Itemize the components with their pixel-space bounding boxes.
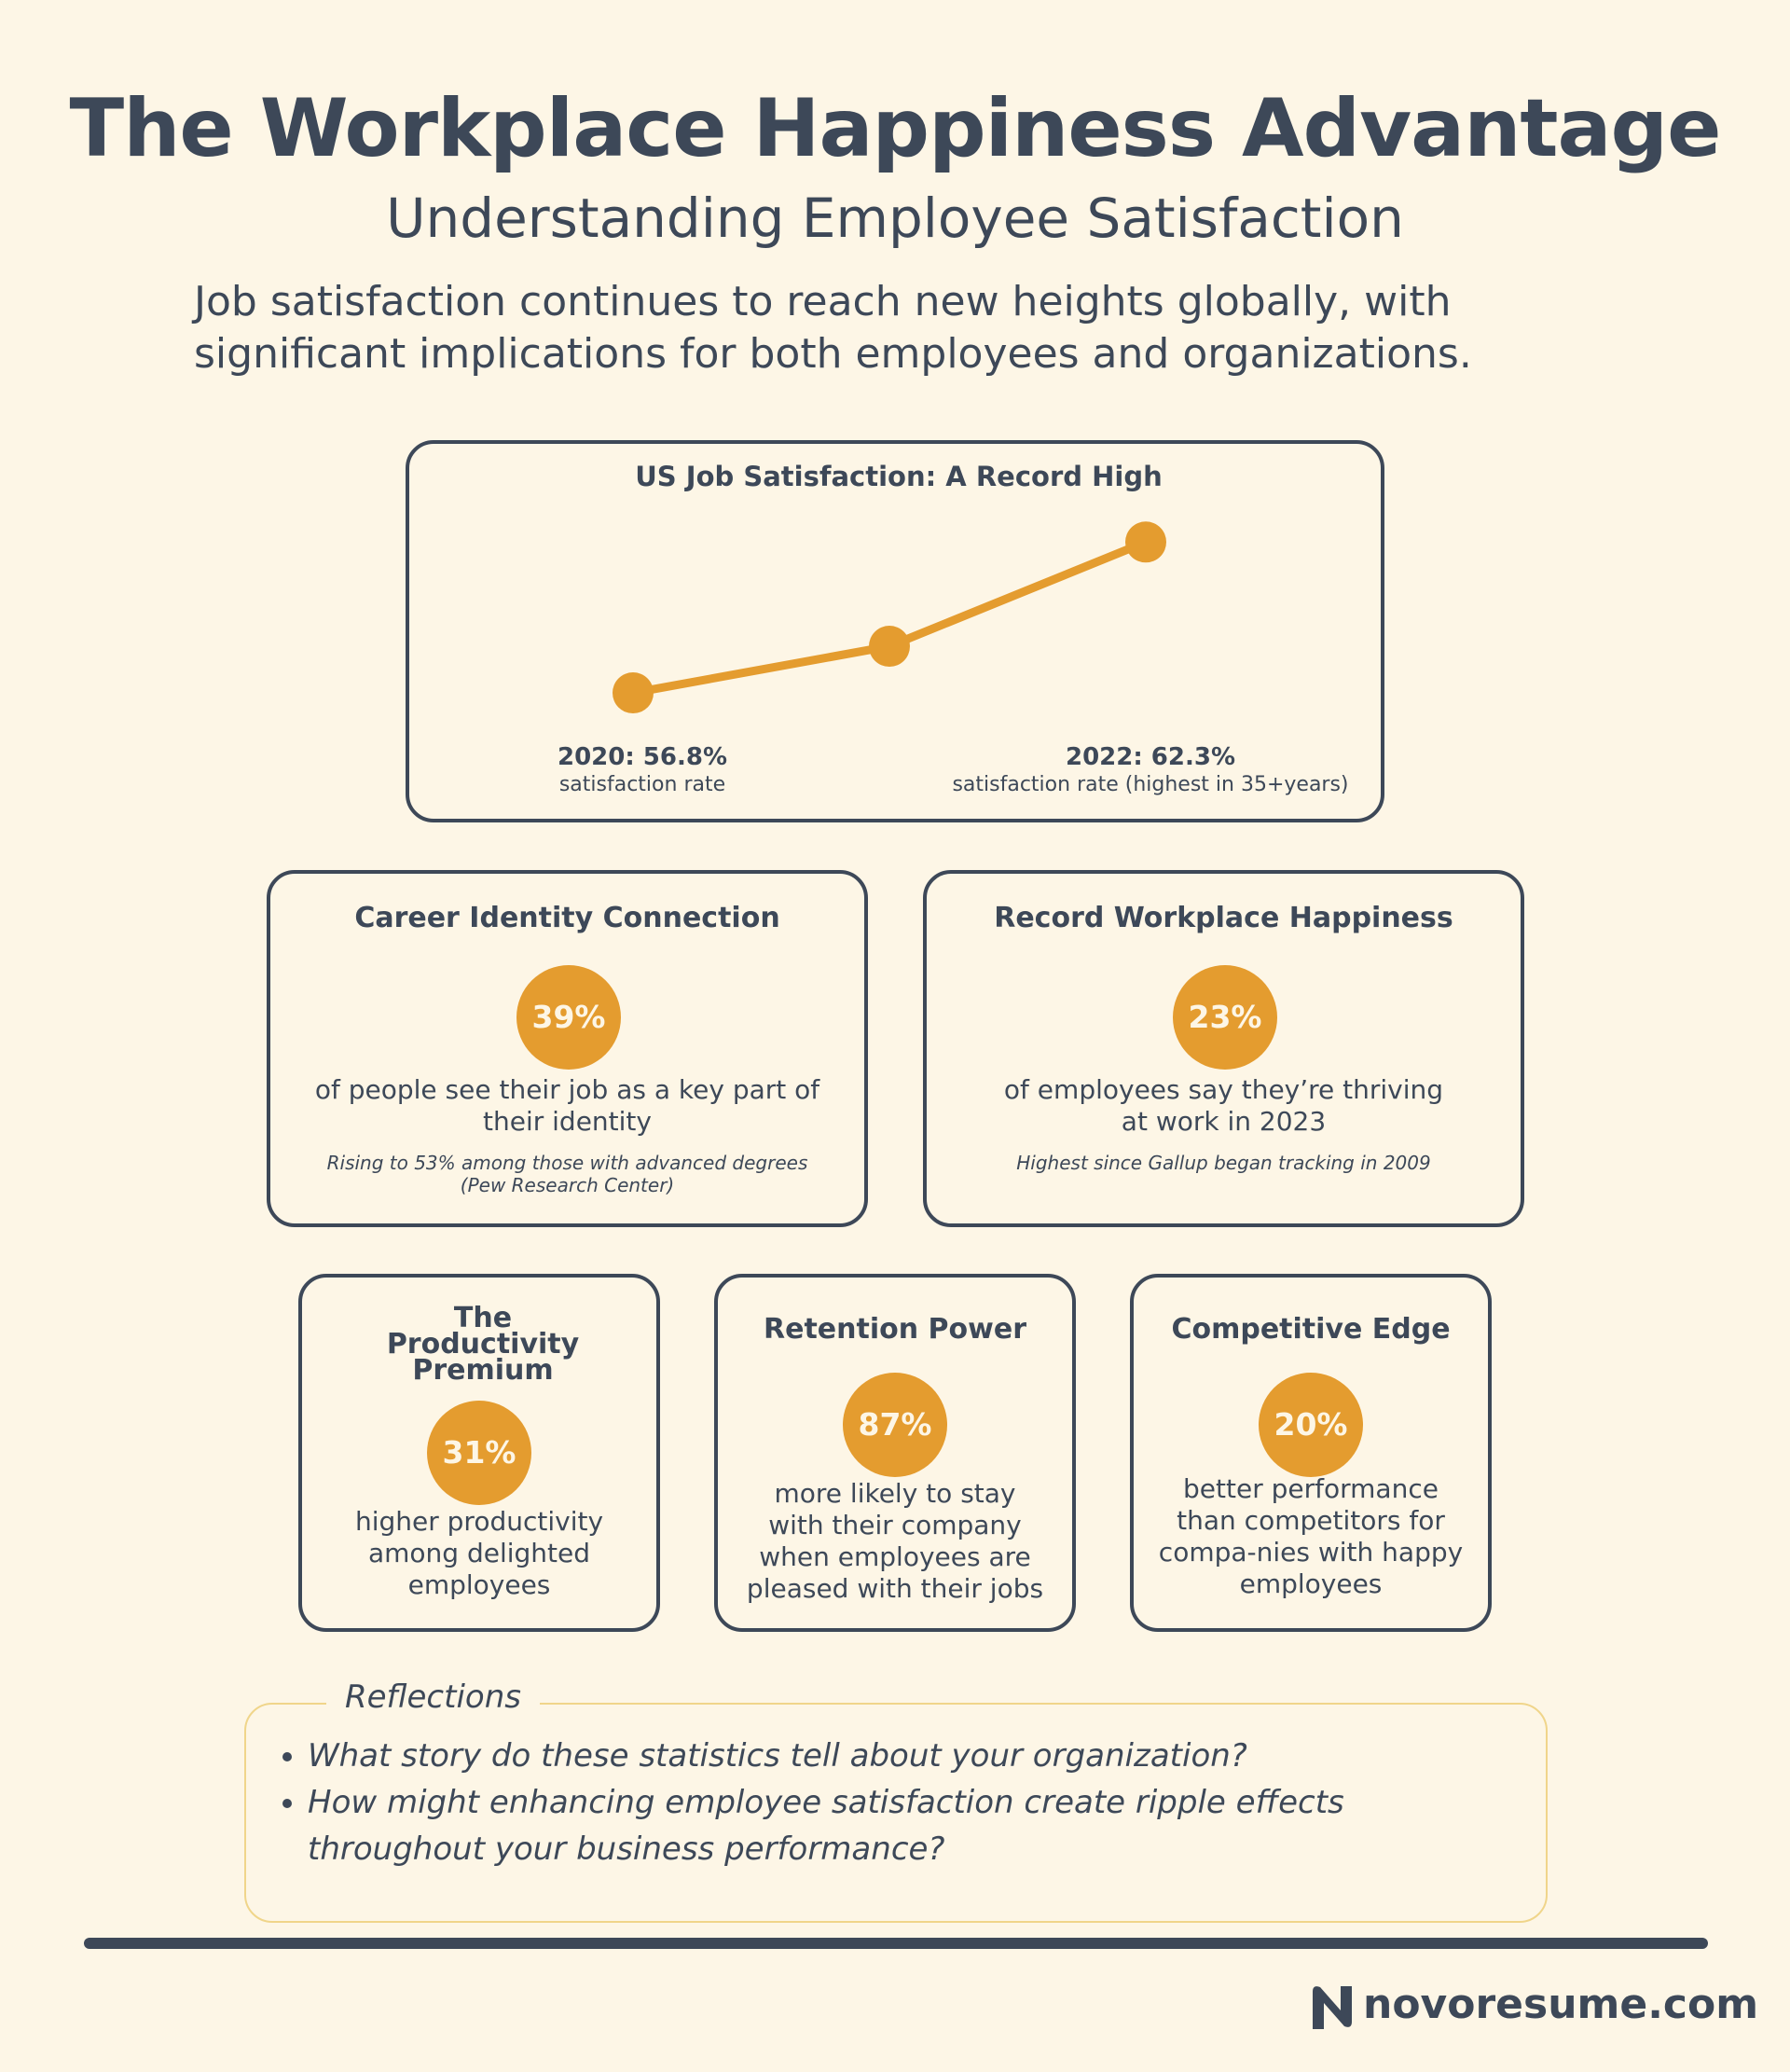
card-title: Competitive Edge: [1171, 1313, 1451, 1346]
series-line: [633, 542, 1146, 693]
card-retention-power: [714, 1274, 1076, 1632]
novoresume-logo-icon: [1309, 1982, 1356, 2031]
card-career-identity: [267, 870, 868, 1227]
chart-card: [406, 440, 1384, 822]
page-subtitle: Understanding Employee Satisfaction: [386, 186, 1404, 250]
card-description: of employees say they’re thriving at work in 2023: [1003, 1074, 1444, 1137]
intro-paragraph: Job satisfaction continues to reach new heights globally, with significant implications for both employees and organizations.: [194, 278, 1472, 378]
card-record-happiness: [923, 870, 1524, 1227]
data-label-2022: 2022: 62.3%: [1065, 743, 1236, 771]
data-point-2022: [1125, 521, 1166, 562]
chart-title: US Job Satisfaction: A Record High: [635, 461, 1163, 492]
card-description: higher productivity among delighted employees: [354, 1506, 604, 1600]
card-competitive-edge: [1130, 1274, 1492, 1632]
data-sublabel-2022: satisfaction rate (highest in 35+years): [952, 773, 1349, 796]
data-point-2021: [869, 626, 910, 667]
reflections-box: [244, 1703, 1548, 1923]
card-title: The Productivity Premium: [386, 1302, 580, 1387]
card-description: better performance than competitors for compa-nies with happy employees: [1158, 1473, 1464, 1599]
reflections-heading: Reflections: [326, 1678, 540, 1716]
card-title: Record Workplace Happiness: [994, 902, 1453, 934]
reflections-list: [274, 1733, 1518, 1872]
card-description: more likely to stay with their company when employees are pleased with their jobs: [746, 1478, 1044, 1604]
card-note: Rising to 53% among those with advanced degrees (Pew Research Center): [326, 1152, 808, 1196]
card-note: Highest since Gallup began tracking in 2009: [1016, 1152, 1431, 1174]
logo-text: novoresume.com: [1363, 1981, 1759, 2028]
stat-badge: 20%: [1259, 1373, 1363, 1477]
stat-badge: 23%: [1173, 965, 1277, 1070]
card-title: Retention Power: [764, 1313, 1026, 1346]
stat-badge: 31%: [427, 1401, 531, 1505]
stat-badge: 87%: [843, 1373, 947, 1477]
line-chart: [409, 444, 1388, 826]
page-title: The Workplace Happiness Advantage: [69, 82, 1721, 175]
card-title: Career Identity Connection: [354, 902, 780, 934]
stat-badge: 39%: [516, 965, 621, 1070]
reflection-item: • How might enhancing employee satisfaction create ripple effects throughout your business performance?: [308, 1779, 1518, 1872]
data-point-2020: [613, 672, 654, 713]
card-productivity-premium: [298, 1274, 660, 1632]
data-sublabel-2020: satisfaction rate: [558, 773, 726, 796]
footer-divider: [84, 1938, 1708, 1949]
data-label-2020: 2020: 56.8%: [557, 743, 728, 771]
reflection-item: • What story do these statistics tell about your organization?: [308, 1733, 1518, 1779]
card-description: of people see their job as a key part of their identity: [314, 1074, 820, 1137]
